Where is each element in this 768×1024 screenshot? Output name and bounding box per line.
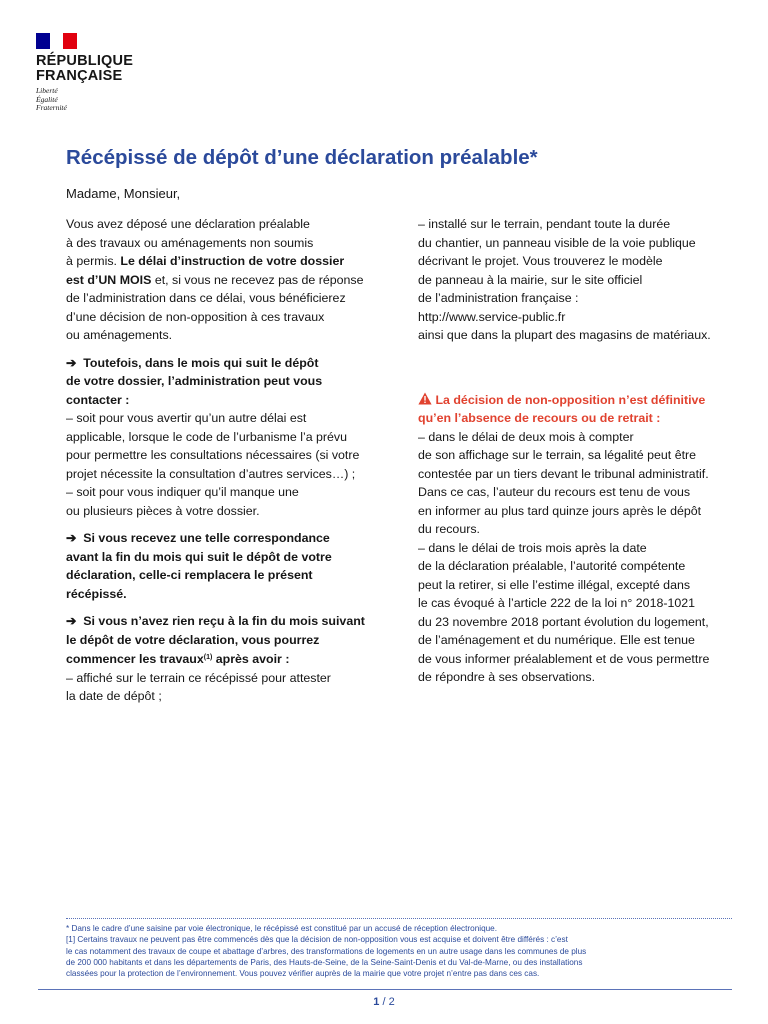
correspondance-paragraph: ➔ Si vous recevez une telle correspondance avant la fin du mois qui suit le dépôt de votre déclaration, celle-ci remplacera le présent récépissé. — [66, 531, 332, 601]
footnote-electronic: * Dans le cadre d’une saisine par voie électronique, le récépissé est constitué par un accusé de réception électronique. — [66, 924, 498, 933]
current-page: 1 — [373, 996, 380, 1008]
total-pages: 2 — [388, 996, 395, 1008]
salutation: Madame, Monsieur, — [66, 186, 181, 201]
arrow-right-icon: ➔ — [66, 614, 77, 628]
motto-liberte: Liberté — [36, 86, 58, 95]
warning-paragraph: La décision de non-opposition n’est définitive qu’en l’absence de recours ou de retrait : – dans le délai de deux mois à compter de son affichage sur le terrain, sa légalité peut être contestée par un tiers devant le tribunal administratif. Dans ce cas, l’auteur du recours est tenu de vous en informer au plus tard quinze jours après le dépôt du recours. – dans le délai de trois mois après la date de la déclaration préalable, l’autorité compétente peut la retirer, si elle l’estime illégal, excepté dans le cas évoqué à l’article 222 de la loi n° 2018-1021 du 23 novembre 2018 portant évolution du logement, de l’aménagement et du numérique. Elle est tenue de vous informer préalablement et de vous permettre de répondre à ses observations. — [418, 392, 710, 684]
footnote-1-line-1: [1] Certains travaux ne peuvent pas être commencés dès que la décision de non-opposition vous est acquise et doivent être différés : c’est — [66, 935, 568, 945]
brand-name — [36, 54, 133, 84]
commencer-travaux-paragraph: ➔ Si vous n’avez rien reçu à la fin du mois suivant le dépôt de votre déclaration, vous pourrez commencer les travaux$^{(1)}$ après avoir : – affiché sur le terrain ce récépissé pour attester la date de dépôt ; — [66, 614, 365, 703]
motto — [36, 87, 133, 113]
footnote-1-line-3: de 200 000 habitants et dans les départements de Paris, des Hauts-de-Seine, de la Seine-Saint-Denis et du Val-de-Marne, ou des installations — [66, 957, 583, 967]
footnote-1-line-2: le cas notamment des travaux de coupe et abattage d’arbres, des transformations de logements en un autre usage dans les communes de plus — [66, 946, 587, 956]
toutefois-paragraph: ➔ Toutefois, dans le mois qui suit le dépôt de votre dossier, l’administration peut vous contacter : – soit pour vous avertir qu’un autre délai est applicable, lorsque le code de l’urbanisme l’a prévu pour permettre les consultations nécessaires (si votre projet nécessite la consultation d’autres services…) ; – soit pour vous indiquer qu’il manque une ou plusieurs pièces à votre dossier. — [66, 355, 360, 518]
motto-fraternite: Fraternité — [36, 103, 67, 113]
brand-line-2: FRANÇAISE — [36, 68, 123, 84]
republique-francaise-logo — [36, 33, 133, 113]
page-number: 1 / 2 — [373, 996, 395, 1008]
footer-divider — [38, 989, 732, 990]
footnote-1-line-4: classées pour la protection de l’environnement. Vous pouvez vérifier auprès de la mairie que votre projet n’entre pas dans ces cas. — [66, 969, 540, 979]
panneau-paragraph: – installé sur le terrain, pendant toute la durée du chantier, un panneau visible de la voie publique décrivant le projet. Vous trouverez le modèle de panneau à la mairie, sur le site officiel de l’administration française : http://www.service-public.fr ainsi que dans la plupart des magasins de matériaux. — [418, 217, 711, 342]
footnotes — [66, 918, 732, 979]
french-flag — [36, 33, 77, 49]
service-public-link[interactable]: http://www.service-public.fr — [418, 309, 566, 324]
document-title: Récépissé de dépôt d’une déclaration préalable* — [66, 146, 538, 169]
arrow-right-icon: ➔ — [66, 355, 77, 370]
footnote-ref: (1) — [203, 654, 213, 661]
arrow-right-icon: ➔ — [66, 531, 77, 545]
brand-line-1: RÉPUBLIQUE — [36, 53, 134, 69]
left-column — [66, 215, 386, 706]
intro-paragraph: Vous avez déposé une déclaration préalable à des travaux ou aménagements non soumis à permis. Le délai d’instruction de votre dossier est d’UN MOIS et, si vous ne recevez pas de réponse de l’administration dans ce délai, vous bénéficierez d’une décision de non-opposition à ces travaux ou aménagements. — [66, 217, 364, 342]
warning-triangle-icon — [418, 392, 432, 405]
motto-egalite: Égalité — [36, 94, 58, 104]
right-column — [418, 215, 758, 687]
